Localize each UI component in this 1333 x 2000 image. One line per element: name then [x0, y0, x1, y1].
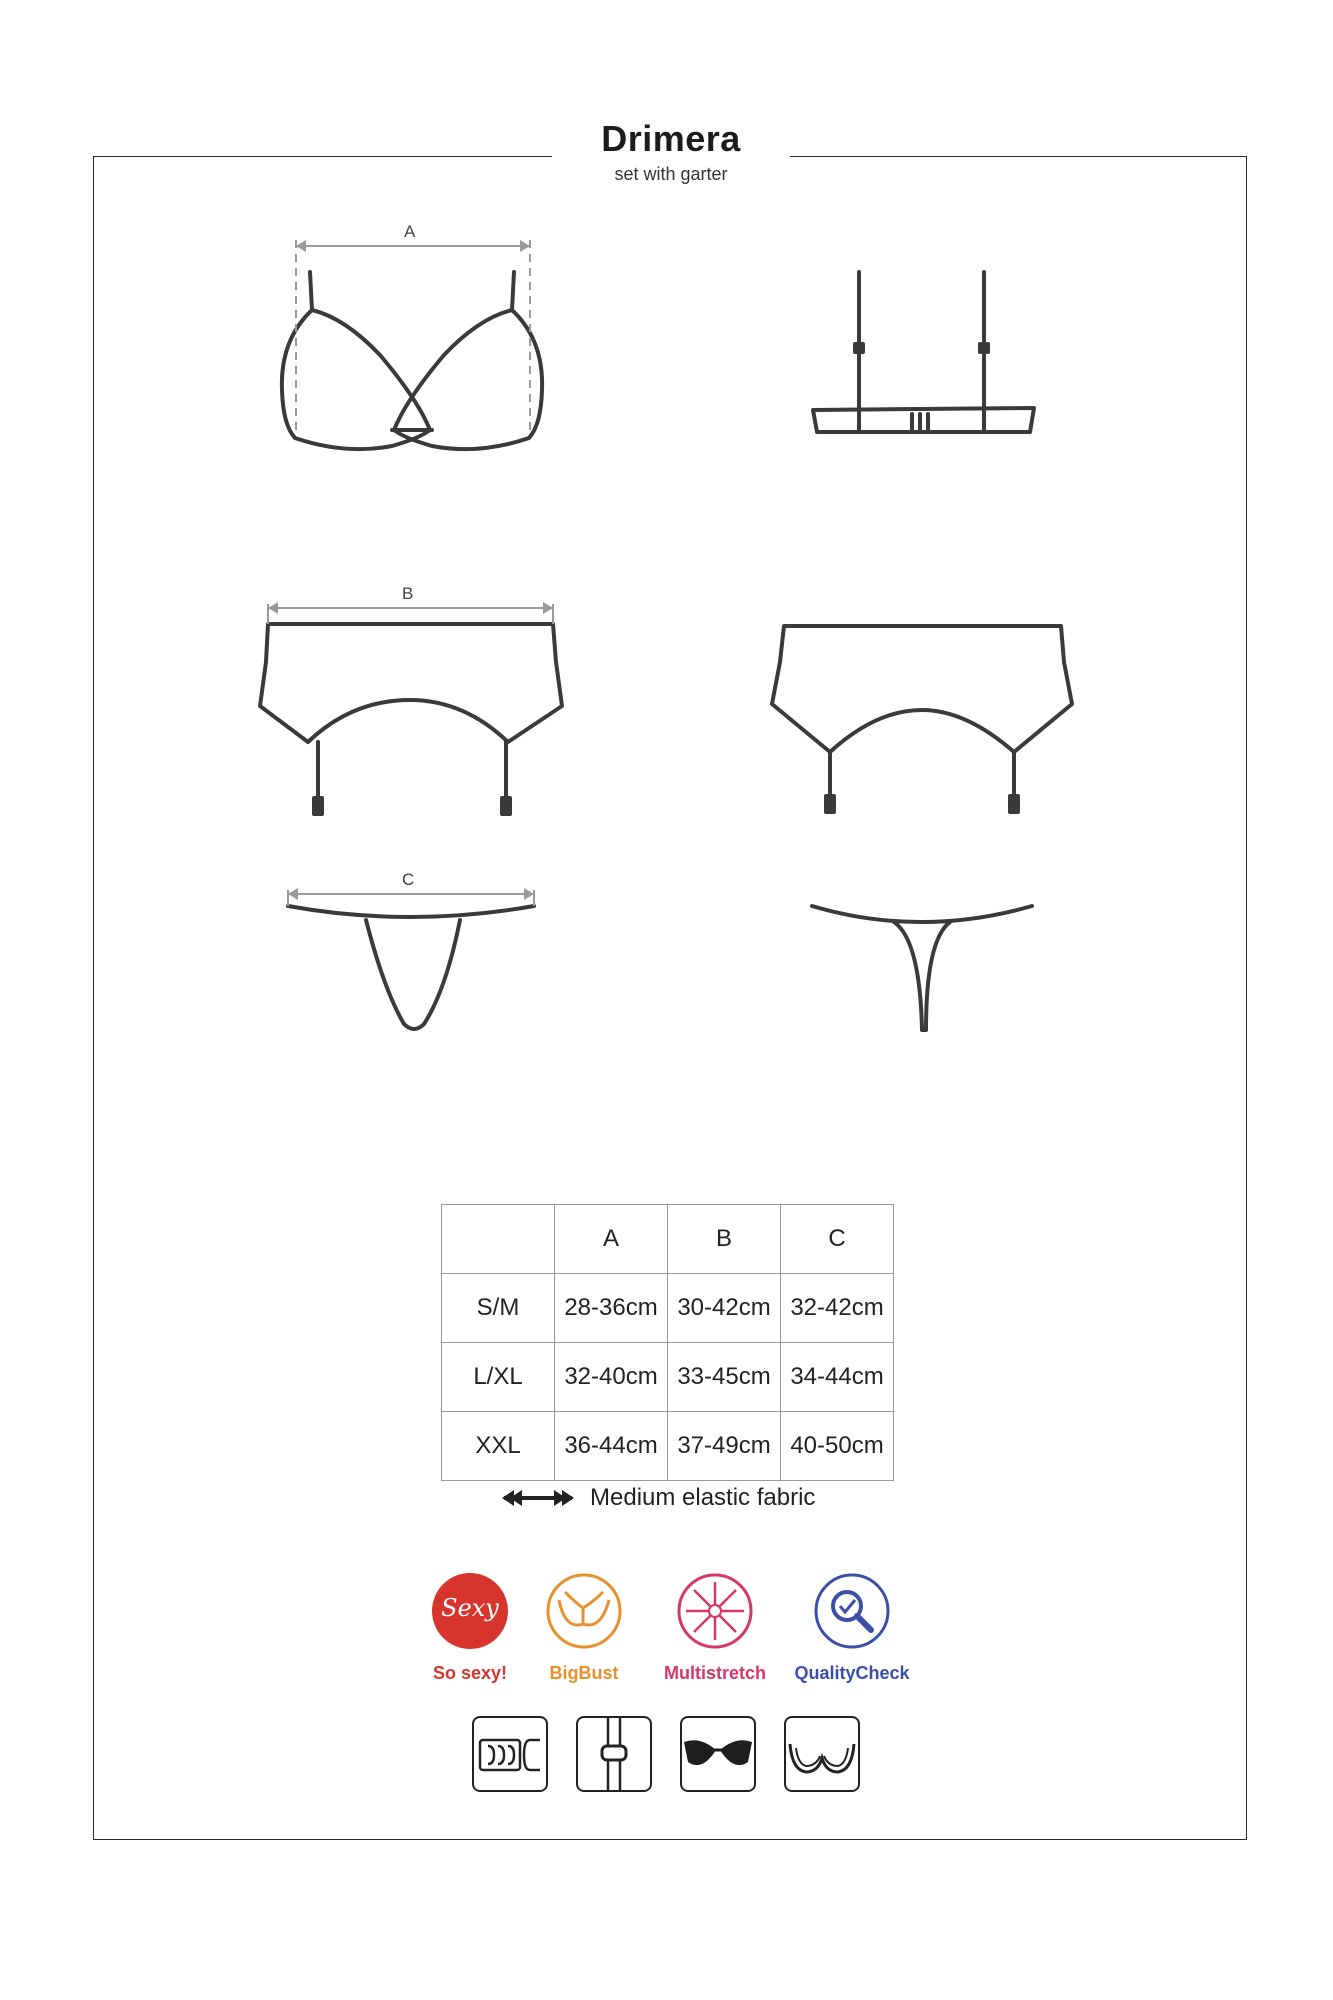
- bigbust-icon: [545, 1572, 623, 1650]
- bra-front-drawing: [282, 272, 579, 450]
- table-cell: 33-45cm: [668, 1343, 781, 1412]
- table-header-cell: A: [555, 1205, 668, 1274]
- table-row: [442, 1274, 894, 1343]
- feature-label: So sexy!: [432, 1663, 508, 1683]
- table-cell: 34-44cm: [781, 1343, 894, 1412]
- table-cell: 32-40cm: [555, 1343, 668, 1412]
- thong-front-drawing: [288, 906, 534, 1029]
- sexy-badge-text: Sexy: [441, 1594, 499, 1622]
- table-cell: 28-36cm: [555, 1274, 668, 1343]
- garter-belt-front-drawing: [260, 624, 562, 814]
- table-header-cell: C: [781, 1205, 894, 1274]
- feature-bigbust: [534, 1572, 634, 1684]
- table-row: [442, 1343, 894, 1412]
- feature-label: BigBust: [549, 1663, 619, 1683]
- table-cell: L/XL: [442, 1343, 555, 1412]
- stretch-arrow-icon: [500, 1487, 576, 1509]
- table-row: [442, 1412, 894, 1481]
- table-header-row: [442, 1205, 894, 1274]
- thong-back-drawing: [812, 906, 1032, 1030]
- table-cell: S/M: [442, 1274, 555, 1343]
- feature-multistretch: [652, 1572, 778, 1684]
- table-header-cell: B: [668, 1205, 781, 1274]
- table-cell: 36-44cm: [555, 1412, 668, 1481]
- quality-check-icon: [813, 1572, 891, 1650]
- multistretch-icon: [676, 1572, 754, 1650]
- dimension-label-a: A: [404, 222, 416, 241]
- page-subtitle: set with garter: [614, 164, 728, 184]
- dimension-label-b: B: [402, 584, 414, 603]
- table-header-cell: [442, 1205, 555, 1274]
- table-cell: 30-42cm: [668, 1274, 781, 1343]
- adjustable-strap-icon: [576, 1716, 652, 1792]
- table-cell: 32-42cm: [781, 1274, 894, 1343]
- feature-so-sexy: [420, 1572, 520, 1684]
- page-title: Drimera: [601, 118, 741, 159]
- dimension-label-c: C: [402, 870, 415, 889]
- table-cell: XXL: [442, 1412, 555, 1481]
- padded-cups-icon: [680, 1716, 756, 1792]
- table-cell: 40-50cm: [781, 1412, 894, 1481]
- fabric-note-text: Medium elastic fabric: [590, 1484, 816, 1511]
- feature-label: QualityCheck: [794, 1663, 910, 1683]
- fabric-note: [500, 1484, 815, 1512]
- hook-eye-closure-icon: [472, 1716, 548, 1792]
- garter-belt-back-drawing: [772, 626, 1072, 812]
- feature-quality-check: [786, 1572, 918, 1684]
- bra-back-drawing: [813, 272, 1034, 432]
- table-cell: 37-49cm: [668, 1412, 781, 1481]
- feature-label: Multistretch: [663, 1663, 766, 1683]
- title-block: [552, 100, 790, 220]
- size-table: [441, 1204, 894, 1481]
- underwire-cups-icon: [784, 1716, 860, 1792]
